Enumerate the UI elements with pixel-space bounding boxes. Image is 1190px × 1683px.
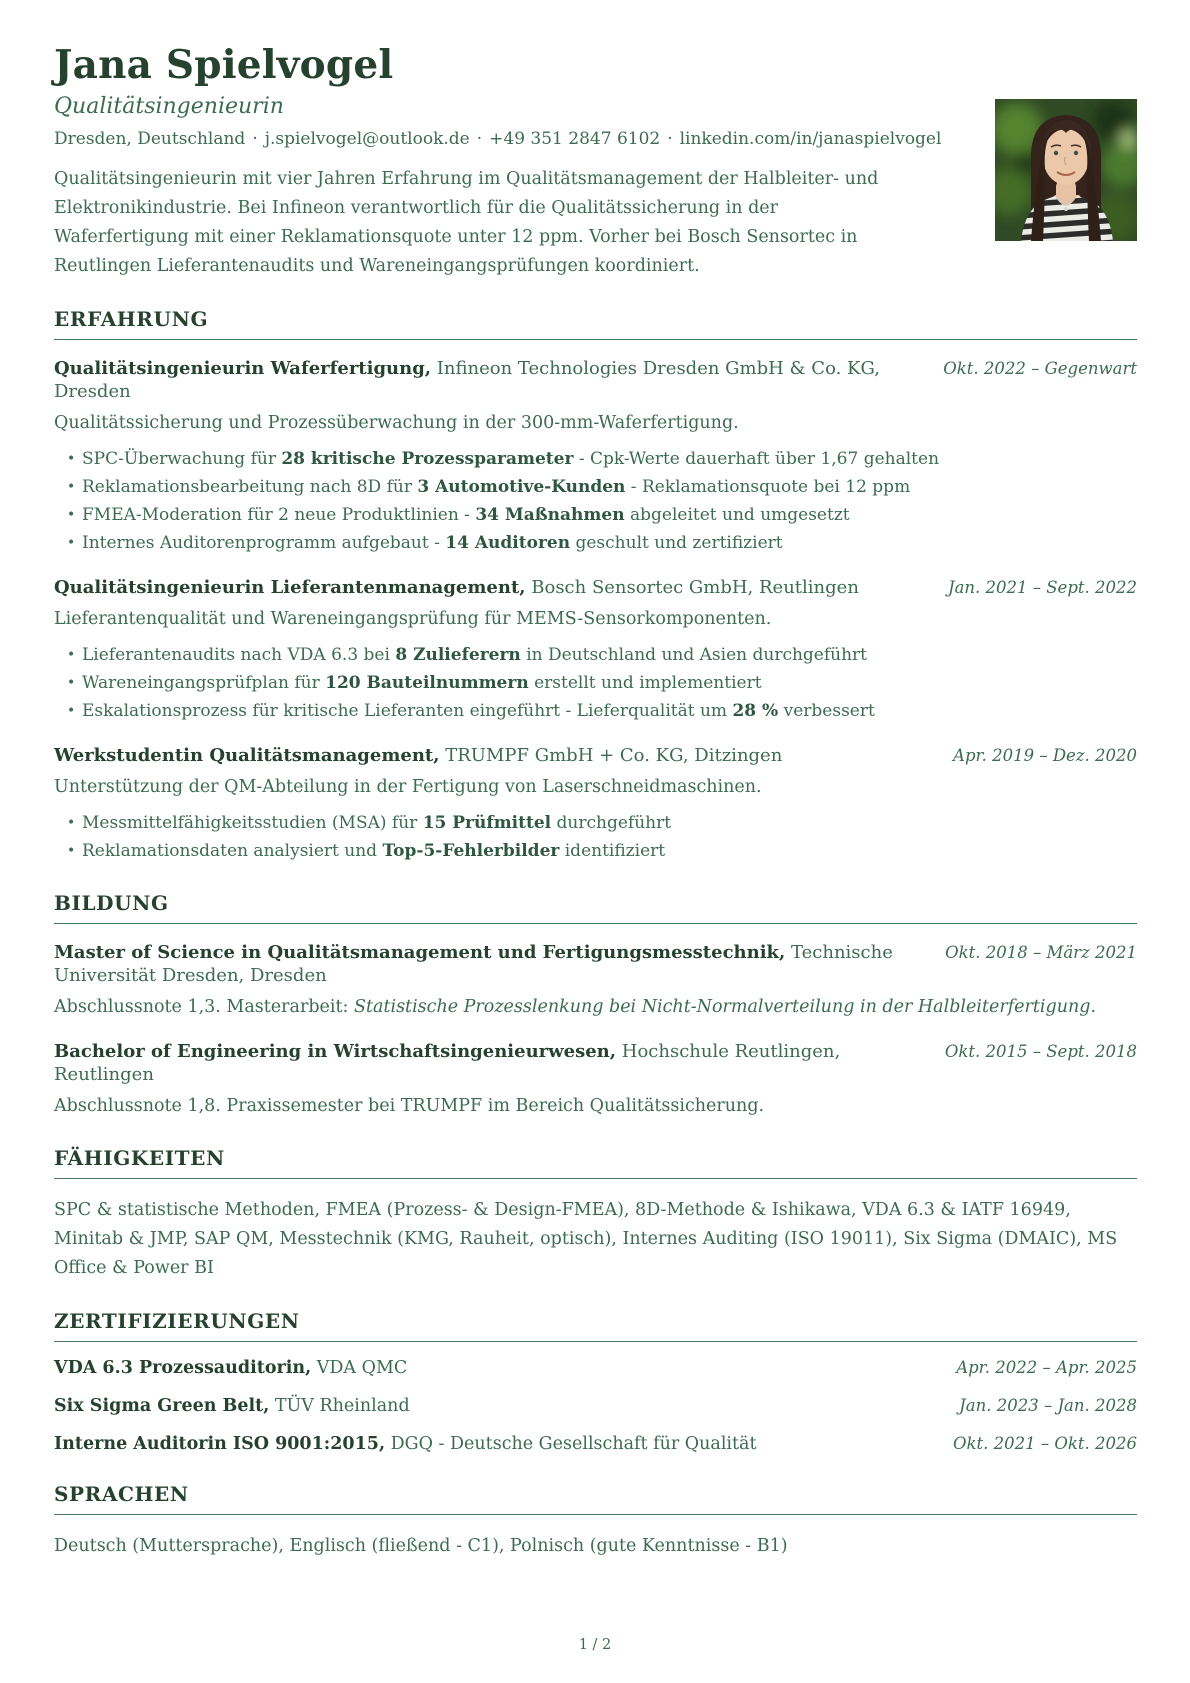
- entry-org: Bosch Sensortec GmbH, Reutlingen: [525, 576, 859, 598]
- experience-entry: [54, 576, 1137, 725]
- degree-school: Hochschule Reutlingen, Reutlingen: [54, 1040, 841, 1085]
- entry-date: Okt. 2022 – Gegenwart: [943, 358, 1137, 378]
- bullet-text: erstellt und implementiert: [528, 672, 762, 693]
- bullet-item: [54, 473, 1137, 501]
- entry-title: [54, 576, 922, 599]
- entry-subtitle: Lieferantenqualität und Wareneingangsprüfung für MEMS-Sensorkomponenten.: [54, 608, 772, 629]
- entry-date: Okt. 2018 – März 2021: [945, 942, 1137, 962]
- section-heading: FÄHIGKEITEN: [54, 1145, 225, 1170]
- bullet-highlight: Top-5-Fehlerbilder: [382, 840, 560, 861]
- entry-title: [54, 744, 927, 767]
- bullet-item: [54, 641, 1137, 669]
- certification-date: Okt. 2021 – Okt. 2026: [952, 1433, 1137, 1453]
- bullet-item: [54, 837, 1137, 865]
- section-divider: [54, 339, 1137, 340]
- header-text-block: [54, 42, 995, 281]
- education-entry: [54, 1040, 1137, 1120]
- thesis-title: Statistische Prozesslenkung bei Nicht-Normalverteilung in der Halbleiterfertigung.: [353, 996, 1097, 1017]
- bullet-list: [54, 809, 1137, 865]
- entry-title: [54, 1040, 919, 1086]
- bullet-item: [54, 529, 1137, 557]
- degree-note-text: Abschlussnote 1,3. Masterarbeit:: [54, 996, 354, 1017]
- certification-name: Six Sigma Green Belt,: [54, 1395, 270, 1416]
- certification-name: Interne Auditorin ISO 9001:2015,: [54, 1433, 386, 1454]
- bullet-highlight: 34 Maßnahmen: [475, 504, 625, 525]
- certification-issuer: VDA QMC: [311, 1357, 408, 1378]
- contact-location: Dresden, Deutschland: [54, 128, 246, 149]
- bullet-item: [54, 501, 1137, 529]
- bullet-item: [54, 697, 1137, 725]
- entry-header: [54, 941, 1137, 987]
- profile-summary: Qualitätsingenieurin mit vier Jahren Erfahrung im Qualitätsmanagement der Halbleiter- und Elektronikindustrie. Bei Infineon verantwortlich für die Qualitätssicherung in der Waferfertigung mit einer Reklamationsquote unter 12 ppm. Vorher bei Bosch Sensortec in Reutlingen Lieferantenaudits und Wareneingangsprüfungen koordiniert.: [54, 168, 879, 276]
- bullet-text: Internes Auditorenprogramm aufgebaut -: [82, 532, 446, 553]
- certification-title: [54, 1357, 930, 1380]
- entry-title: [54, 357, 917, 403]
- bullet-item: [54, 445, 1137, 473]
- certification-issuer: TÜV Rheinland: [269, 1395, 410, 1416]
- entry-header: [54, 1040, 1137, 1086]
- bullet-item: [54, 809, 1137, 837]
- degree-note-text: Abschlussnote 1,8. Praxissemester bei TRUMPF im Bereich Qualitätssicherung.: [54, 1095, 765, 1116]
- entry-subtitle: Qualitätssicherung und Prozessüberwachung in der 300-mm-Waferfertigung.: [54, 412, 739, 433]
- entry-date: Jan. 2021 – Sept. 2022: [947, 577, 1137, 597]
- section-heading: BILDUNG: [54, 890, 169, 915]
- contact-separator: ·: [252, 128, 258, 149]
- bullet-highlight: 120 Bauteilnummern: [325, 672, 529, 693]
- bullet-text: SPC-Überwachung für: [82, 448, 282, 469]
- bullet-text: FMEA-Moderation für 2 neue Produktlinien -: [82, 504, 476, 525]
- degree-name: Master of Science in Qualitätsmanagement und Fertigungsmesstechnik,: [54, 941, 786, 963]
- entry-header: [54, 744, 1137, 767]
- entry-role: Qualitätsingenieurin Waferfertigung,: [54, 357, 432, 379]
- entry-role: Werkstudentin Qualitätsmanagement,: [54, 744, 440, 766]
- profile-photo: [995, 99, 1137, 241]
- bullet-item: [54, 669, 1137, 697]
- bullet-highlight: 14 Auditoren: [445, 532, 571, 553]
- certification-row: [54, 1432, 1137, 1456]
- contact-separator: ·: [667, 128, 673, 149]
- section-heading: ERFAHRUNG: [54, 306, 209, 331]
- degree-note: [54, 1093, 1137, 1120]
- entry-role: Qualitätsingenieurin Lieferantenmanagement,: [54, 576, 526, 598]
- contact-email[interactable]: j.spielvogel@outlook.de: [264, 128, 470, 149]
- contact-separator: ·: [476, 128, 483, 149]
- bullet-text: abgeleitet und umgesetzt: [624, 504, 850, 525]
- section-divider: [54, 923, 1137, 924]
- section-certifications: [54, 1309, 1137, 1456]
- entry-title: [54, 941, 919, 987]
- certification-name: VDA 6.3 Prozessauditorin,: [54, 1357, 312, 1378]
- bullet-text: Reklamationsbearbeitung nach 8D für: [82, 476, 418, 497]
- contact-line: [54, 129, 947, 149]
- skills-text: SPC & statistische Methoden, FMEA (Prozess- & Design-FMEA), 8D-Methode & Ishikawa, VDA 6.3 & IATF 16949, Minitab & JMP, SAP QM, Messtechnik (KMG, Rauheit, optisch), Internes Auditing (ISO 19011), Six Sigma (DMAIC), MS Office & Power BI: [54, 1199, 1118, 1278]
- languages-text: Deutsch (Muttersprache), Englisch (fließend - C1), Polnisch (gute Kenntnisse - B1): [54, 1535, 788, 1556]
- person-name: Jana Spielvogel: [54, 42, 394, 88]
- portrait-photo-image: [995, 99, 1137, 241]
- resume-header: [54, 42, 1137, 281]
- entry-header: [54, 357, 1137, 403]
- entry-date: Okt. 2015 – Sept. 2018: [944, 1041, 1137, 1061]
- bullet-highlight: 15 Prüfmittel: [422, 812, 552, 833]
- degree-school: Technische Universität Dresden, Dresden: [54, 941, 893, 986]
- bullet-highlight: 8 Zulieferern: [395, 644, 521, 665]
- degree-note: [54, 994, 1137, 1021]
- bullet-list: [54, 641, 1137, 725]
- section-skills: [54, 1146, 1137, 1283]
- certification-row: [54, 1356, 1137, 1380]
- bullet-list: [54, 445, 1137, 557]
- education-entry: [54, 941, 1137, 1021]
- section-divider: [54, 1178, 1137, 1179]
- bullet-text: - Cpk-Werte dauerhaft über 1,67 gehalten: [573, 448, 940, 469]
- bullet-highlight: 28 kritische Prozessparameter: [281, 448, 574, 469]
- certification-issuer: DGQ - Deutsche Gesellschaft für Qualität: [385, 1433, 757, 1454]
- contact-phone: +49 351 2847 6102: [489, 128, 661, 149]
- section-divider: [54, 1341, 1137, 1342]
- bullet-text: - Reklamationsquote bei 12 ppm: [625, 476, 911, 497]
- section-heading: ZERTIFIZIERUNGEN: [54, 1308, 300, 1333]
- bullet-text: in Deutschland und Asien durchgeführt: [520, 644, 868, 665]
- section-divider: [54, 1514, 1137, 1515]
- bullet-text: Lieferantenaudits nach VDA 6.3 bei: [82, 644, 396, 665]
- bullet-text: geschult und zertifiziert: [570, 532, 783, 553]
- certification-row: [54, 1394, 1137, 1418]
- bullet-text: Reklamationsdaten analysiert und: [82, 840, 383, 861]
- certification-date: Jan. 2023 – Jan. 2028: [959, 1395, 1137, 1415]
- section-experience: [54, 307, 1137, 865]
- experience-entry: [54, 744, 1137, 865]
- certification-title: [54, 1395, 933, 1418]
- entry-subtitle: Unterstützung der QM-Abteilung in der Fertigung von Laserschneidmaschinen.: [54, 776, 762, 797]
- section-languages: [54, 1482, 1137, 1561]
- experience-entry: [54, 357, 1137, 557]
- page-number: 1 / 2: [578, 1637, 612, 1653]
- bullet-text: Messmittelfähigkeitsstudien (MSA) für: [82, 812, 423, 833]
- entry-date: Apr. 2019 – Dez. 2020: [953, 745, 1137, 765]
- bullet-highlight: 28 %: [732, 700, 779, 721]
- bullet-highlight: 3 Automotive-Kunden: [417, 476, 626, 497]
- contact-linkedin[interactable]: linkedin.com/in/janaspielvogel: [679, 128, 942, 149]
- certification-date: Apr. 2022 – Apr. 2025: [956, 1357, 1137, 1377]
- certification-title: [54, 1433, 927, 1456]
- entry-org: Infineon Technologies Dresden GmbH & Co. KG, Dresden: [54, 357, 880, 402]
- bullet-text: Wareneingangsprüfplan für: [82, 672, 326, 693]
- degree-name: Bachelor of Engineering in Wirtschaftsingenieurwesen,: [54, 1040, 617, 1062]
- entry-header: [54, 576, 1137, 599]
- section-heading: SPRACHEN: [54, 1481, 189, 1506]
- bullet-text: identifiziert: [559, 840, 666, 861]
- bullet-text: durchgeführt: [551, 812, 672, 833]
- section-education: [54, 891, 1137, 1120]
- job-headline: Qualitätsingenieurin: [54, 93, 284, 119]
- bullet-text: verbessert: [778, 700, 875, 721]
- entry-org: TRUMPF GmbH + Co. KG, Ditzingen: [439, 744, 783, 766]
- bullet-text: Eskalationsprozess für kritische Lieferanten eingeführt - Lieferqualität um: [82, 700, 733, 721]
